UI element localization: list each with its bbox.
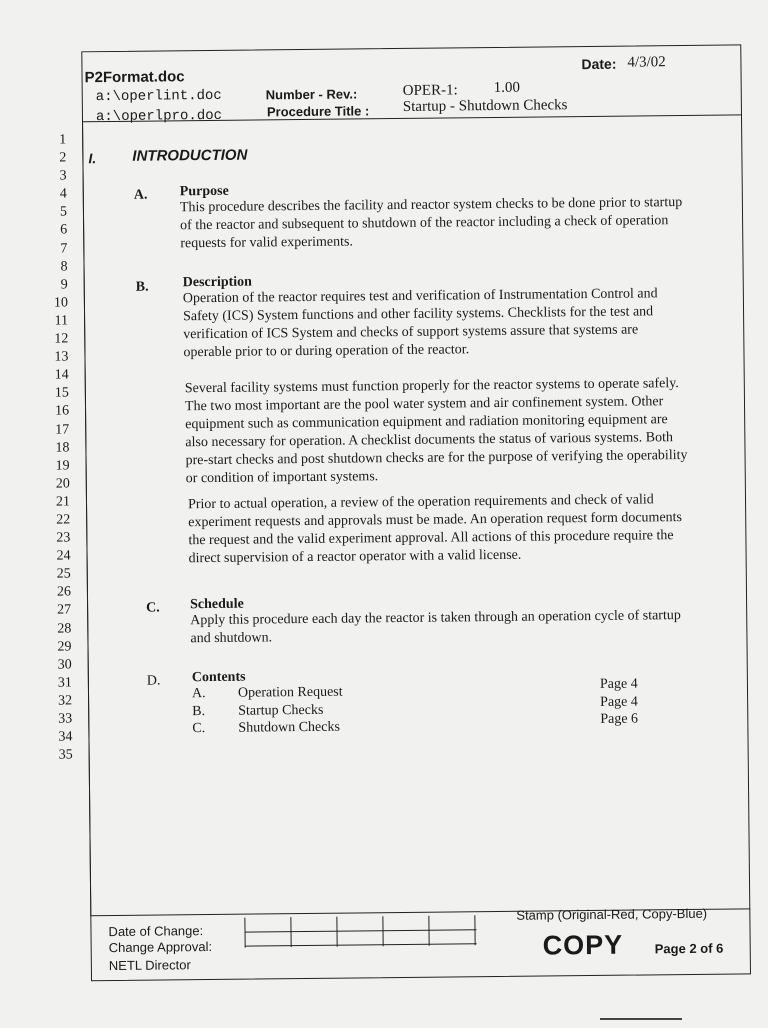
- line-number: 25: [56, 566, 71, 582]
- contents-title: Contents: [191, 669, 246, 686]
- paragraph-line: requests for valid experiments.: [180, 234, 354, 252]
- line-number: 21: [55, 494, 71, 510]
- paragraph-line: of the reactor and subsequent to shutdown of the reactor including a check of operation: [180, 213, 669, 234]
- schedule-letter: C.: [146, 600, 160, 616]
- line-number: 11: [54, 313, 69, 329]
- contents-item-page: Page 6: [600, 711, 639, 727]
- section-number: I.: [88, 150, 97, 167]
- line-number: 20: [55, 476, 70, 492]
- paragraph-line: Operation of the reactor requires test and verification of Instrumentation Control and: [182, 286, 658, 307]
- line-number: 6: [60, 222, 68, 239]
- paragraph-line: or condition of important systems.: [185, 469, 379, 487]
- line-number: 17: [55, 421, 70, 438]
- line-number: 1: [59, 132, 67, 148]
- scan-mark: [600, 1018, 682, 1020]
- line-number: 23: [56, 530, 71, 546]
- line-number: 12: [54, 331, 69, 347]
- line-number: 18: [55, 440, 70, 456]
- line-number: 7: [60, 241, 68, 257]
- paragraph-line: the request and the valid experiment approval. All actions of this procedure require the: [188, 528, 674, 549]
- contents-item-letter: A.: [191, 686, 206, 702]
- description-paragraph-2: [185, 375, 688, 489]
- contents-item-label: Operation Request: [237, 684, 343, 701]
- copy-stamp: COPY: [542, 929, 624, 961]
- revision-value: 1.00: [493, 79, 521, 96]
- schedule-title: Schedule: [190, 596, 244, 613]
- stamp-label: Stamp (Original-Red, Copy-Blue): [516, 905, 708, 923]
- line-number: 8: [60, 259, 68, 275]
- purpose-title: Purpose: [179, 183, 229, 200]
- line-number: 24: [56, 548, 71, 564]
- paragraph-line: equipment such as communication equipment and radiation monitoring equipment are: [185, 412, 668, 433]
- line-number: 19: [55, 458, 70, 474]
- description-title: Description: [182, 274, 253, 291]
- file-path-1: a:\operlint.doc: [95, 87, 222, 106]
- description-paragraph-3: [188, 491, 682, 569]
- paragraph-line: This procedure describes the facility and reactor system checks to be done prior to startup: [179, 195, 683, 216]
- paragraph-line: operable prior to or during operation of the reactor.: [183, 342, 470, 361]
- contents-item-label: Shutdown Checks: [238, 719, 340, 736]
- contents-item-page: Page 4: [600, 694, 638, 710]
- paragraph-line: also necessary for operation. A checklist documents the status of various systems. Both: [185, 430, 674, 451]
- line-number: 16: [54, 403, 70, 420]
- procedure-title-label: Procedure Title :: [266, 103, 370, 120]
- page-indicator: Page 2 of 6: [654, 940, 724, 957]
- line-numbers: [40, 131, 73, 765]
- line-number: 31: [57, 675, 72, 691]
- line-number: 35: [58, 747, 73, 763]
- line-number: 29: [57, 639, 72, 655]
- procedure-title-value: Startup - Shutdown Checks: [402, 97, 568, 115]
- line-number: 32: [58, 693, 73, 709]
- contents-item-letter: B.: [192, 704, 206, 720]
- paragraph-line: Prior to actual operation, a review of the operation requirements and check of valid: [187, 492, 654, 513]
- number-value: OPER-1:: [402, 82, 458, 99]
- line-number: 4: [59, 186, 67, 202]
- purpose-paragraph: [180, 194, 683, 254]
- line-number: 27: [57, 602, 72, 619]
- line-number: 30: [57, 657, 72, 673]
- date-of-change-label: Date of Change:: [108, 923, 204, 940]
- line-number: 28: [57, 620, 72, 637]
- line-number: 5: [59, 204, 68, 220]
- file-path-2: a:\operlpro.doc: [95, 107, 223, 126]
- signature-grid: [244, 915, 476, 947]
- contents-item-letter: C.: [192, 721, 206, 737]
- line-number: 3: [59, 168, 67, 184]
- line-number: 9: [60, 277, 68, 293]
- paragraph-line: The two most important are the pool water system and air confinement system. Other: [184, 394, 664, 415]
- date-value: 4/3/02: [627, 54, 666, 71]
- line-number: 26: [56, 584, 72, 600]
- line-number: 22: [56, 512, 71, 528]
- change-approval-label: Change Approval:: [108, 938, 213, 956]
- paragraph-line: verification of ICS System and checks of support systems assure that systems are: [183, 322, 639, 343]
- line-number: 14: [54, 367, 69, 383]
- line-number: 15: [54, 385, 69, 401]
- paragraph-line: experiment requests and approvals must be made. An operation request form documents: [188, 510, 683, 531]
- line-number: 10: [53, 295, 68, 311]
- contents-letter: D.: [146, 673, 161, 689]
- file-name: P2Format.doc: [84, 68, 185, 87]
- description-letter: B.: [135, 279, 149, 295]
- paragraph-line: direct supervision of a reactor operator with a valid license.: [188, 548, 522, 567]
- paragraph-line: Apply this procedure each day the reactor is taken through an operation cycle of startup: [190, 608, 681, 629]
- schedule-paragraph: [190, 607, 681, 648]
- line-number: 33: [58, 711, 73, 727]
- description-paragraph-1: [183, 285, 658, 362]
- contents-item-label: Startup Checks: [238, 702, 324, 719]
- purpose-letter: A.: [133, 187, 148, 203]
- line-number: 13: [54, 349, 69, 365]
- line-number: 34: [58, 729, 73, 745]
- director-label: NETL Director: [108, 957, 191, 974]
- paragraph-line: and shutdown.: [190, 630, 273, 647]
- contents-item-page: Page 4: [599, 676, 638, 692]
- number-rev-label: Number - Rev.:: [265, 86, 358, 103]
- paragraph-line: pre-start checks and post shutdown checks are for the purpose of verifying the operability: [185, 448, 688, 469]
- paragraph-line: Several facility systems must function properly for the reactor systems to operate safely.: [184, 376, 679, 397]
- section-title: INTRODUCTION: [132, 146, 248, 165]
- paragraph-line: Safety (ICS) System functions and other facility systems. Checklists for the test and: [182, 304, 654, 325]
- line-number: 2: [59, 150, 67, 166]
- date-label: Date:: [581, 55, 617, 73]
